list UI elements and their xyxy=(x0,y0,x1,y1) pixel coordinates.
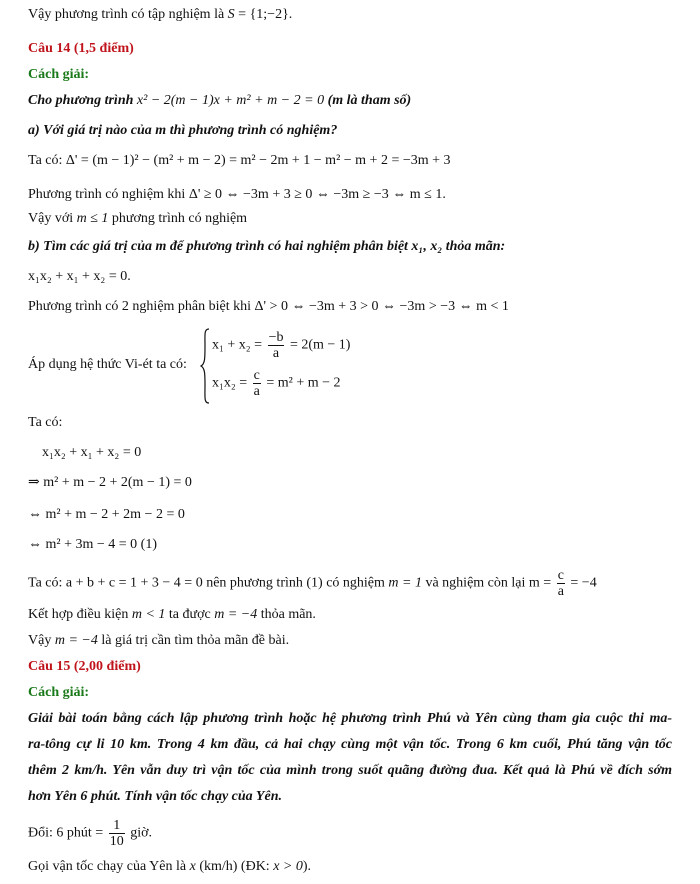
math: S xyxy=(227,7,235,22)
math: = 2(m − 1) xyxy=(286,337,351,353)
text: thỏa mãn. xyxy=(257,607,316,622)
problem-15-line-3: thêm 2 km/h. Yên vẫn duy trì vận tốc của mình trong suốt quãng đường đua. Kết quả là Phú về đích sớm xyxy=(28,763,672,778)
text: Gọi vận tốc chạy của Yên là xyxy=(28,859,190,874)
problem-statement-14 xyxy=(28,92,411,110)
text: Phương trình có 2 nghiệm phân biệt khi xyxy=(28,299,255,314)
text: Ta có: xyxy=(28,153,66,168)
step-4: ⇔ m² + 3m − 4 = 0 (1) xyxy=(28,537,157,552)
question-a: a) Với giá trị nào của m thì phương trình có nghiệm? xyxy=(28,123,338,138)
text: ). xyxy=(302,859,312,874)
math: = −4 xyxy=(566,575,597,591)
text: là giá trị cần tìm thỏa mãn đề bài. xyxy=(97,633,290,648)
math: = {1;−2}. xyxy=(234,7,293,22)
condition-equation-b: x₁x₂ + x₁ + x₂ = 0. xyxy=(28,269,131,284)
step-3: ⇔ m² + m − 2 + 2m − 2 = 0 xyxy=(28,507,185,522)
text: Phương trình có nghiệm khi xyxy=(28,187,189,202)
math: m ≤ 1 xyxy=(76,211,109,226)
denominator: a xyxy=(253,384,260,399)
denominator: a xyxy=(557,584,564,599)
text: (km/h) (ĐK: xyxy=(195,859,274,874)
ta-co-label: Ta có: xyxy=(28,415,63,430)
delta-line xyxy=(28,152,451,170)
fraction xyxy=(109,818,125,849)
math: x₁x₂ = xyxy=(212,375,251,391)
solution-label-2: Cách giải: xyxy=(28,685,90,700)
math: m = xyxy=(528,575,555,591)
brace-icon xyxy=(200,328,210,404)
viet-sum-row xyxy=(212,330,350,361)
conclusion-line-1 xyxy=(28,210,247,228)
numerator: c xyxy=(557,568,564,583)
denominator: 10 xyxy=(109,834,124,849)
math: x xyxy=(189,859,196,874)
fraction xyxy=(253,368,261,399)
numerator: −b xyxy=(268,330,284,345)
text: Vậy phương trình có tập nghiệm là xyxy=(28,7,228,22)
unit-conversion-line xyxy=(28,818,152,849)
text: giờ. xyxy=(126,825,152,841)
combine-line xyxy=(28,606,316,624)
fraction xyxy=(268,330,285,361)
math: m = 1 xyxy=(388,575,422,591)
step-1: x₁x₂ + x₁ + x₂ = 0 xyxy=(42,445,142,460)
viet-product-row xyxy=(212,368,341,399)
text: Cho phương trình xyxy=(28,93,137,108)
viet-label: Áp dụng hệ thức Vi-ét ta có: xyxy=(28,357,187,372)
math: m = −4 xyxy=(54,633,98,648)
fraction xyxy=(557,568,565,599)
question-15-heading: Câu 15 (2,00 điểm) xyxy=(28,659,141,674)
question-b: b) Tìm các giá trị của m để phương trình có hai nghiệm phân biệt x₁, x₂ thỏa mãn: xyxy=(28,239,506,254)
problem-15-line-4: hơn Yên 6 phút. Tính vận tốc chạy của Yên. xyxy=(28,789,282,804)
problem-15-line-2: ra-tông cự li 10 km. Trong 4 km đầu, cả hai chạy cùng một vận tốc. Trong 6 km cuối, Phú tăng vận tốc xyxy=(28,737,672,752)
variable-definition-line xyxy=(28,858,311,876)
numerator: 1 xyxy=(109,818,125,834)
math: m < 1 xyxy=(131,607,166,622)
text: Vậy với xyxy=(28,211,77,226)
denominator: a xyxy=(272,346,280,361)
math: x > 0 xyxy=(273,859,303,874)
math: Δ' ≥ 0 ⇔ −3m + 3 ≥ 0 ⇔ −3m ≥ −3 ⇔ m ≤ 1. xyxy=(188,187,446,202)
text: phương trình có nghiệm xyxy=(108,211,248,226)
text: nên phương trình (1) có nghiệm xyxy=(202,575,389,591)
solution-label-1: Cách giải: xyxy=(28,67,90,82)
text: Đổi: 6 phút = xyxy=(28,825,107,841)
math: = m² + m − 2 xyxy=(262,375,341,391)
math: m = −4 xyxy=(214,607,258,622)
question-14-heading: Câu 14 (1,5 điểm) xyxy=(28,41,134,56)
viet-system xyxy=(200,328,400,406)
root-line xyxy=(28,568,597,599)
math: x² − 2(m − 1)x + m² + m − 2 = 0 xyxy=(136,93,325,108)
conclusion-line-2 xyxy=(28,632,289,650)
text: Ta có: xyxy=(28,575,66,591)
text: ta được xyxy=(165,607,215,622)
step-2: ⇒ m² + m − 2 + 2(m − 1) = 0 xyxy=(28,475,192,490)
problem-15-line-1: Giải bài toán bằng cách lập phương trình hoặc hệ phương trình Phú và Yên cùng tham gia cuộc thi ma- xyxy=(28,711,672,726)
text: Kết hợp điều kiện xyxy=(28,607,132,622)
condition-line-2 xyxy=(28,298,509,316)
text: (m là tham số) xyxy=(324,93,412,108)
text: và nghiệm còn lại xyxy=(421,575,529,591)
math: Δ' = (m − 1)² − (m² + m − 2) = m² − 2m + 1 − m² − m + 2 = −3m + 3 xyxy=(65,153,451,168)
math: a + b + c = 1 + 3 − 4 = 0 xyxy=(65,575,203,591)
condition-line-1 xyxy=(28,186,446,204)
math: Δ' > 0 ⇔ −3m + 3 > 0 ⇔ −3m > −3 ⇔ m < 1 xyxy=(254,299,509,314)
numerator: c xyxy=(253,368,260,383)
text: Vậy xyxy=(28,633,55,648)
solution-set-line xyxy=(28,6,292,24)
math: x₁ + x₂ = xyxy=(212,337,266,353)
